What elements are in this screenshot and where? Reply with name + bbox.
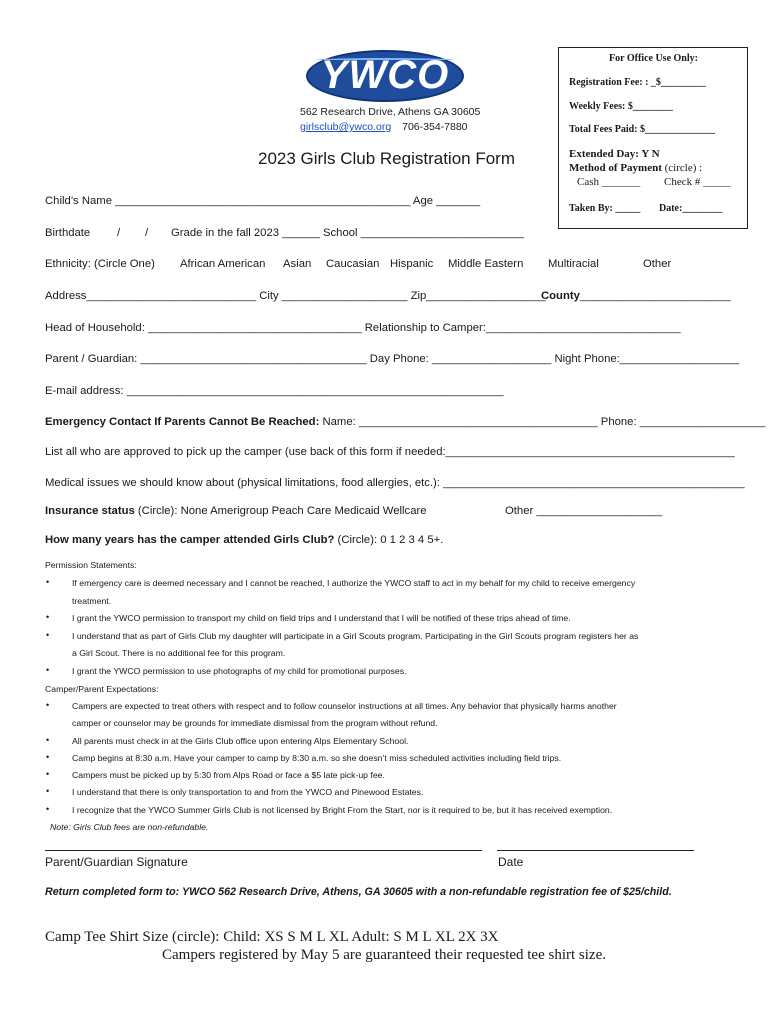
bullet: • — [46, 700, 50, 710]
permission-item-3: I understand that as part of Girls Club my daughter will participate in a Girl Scouts program. Participating in the Girl Scouts program registers her as — [72, 631, 639, 641]
childs-name-row: Child’s Name _______________________________________________ Age _______ — [45, 195, 481, 207]
grade-school-row: Grade in the fall 2023 ______ School __________________________ — [171, 227, 525, 239]
header-address: 562 Research Drive, Athens GA 30605 — [300, 106, 481, 118]
header-phone: 706-354-7880 — [402, 121, 468, 133]
birthdate-slash-1: / — [117, 227, 121, 239]
signature-label: Parent/Guardian Signature — [45, 855, 188, 869]
permission-item-1: If emergency care is deemed necessary and I cannot be reached, I authorize the YWCO staff to act in my behalf for my child to receive emergency — [72, 578, 636, 588]
bullet: • — [46, 769, 50, 779]
ethnicity-hispanic: Hispanic — [390, 258, 434, 270]
office-cash: Cash _______ — [577, 176, 641, 188]
medical-row: Medical issues we should know about (physical limitations, food allergies, etc.): ________________________________________________ — [45, 477, 745, 489]
bullet: • — [46, 665, 50, 675]
tshirt-sizes: Camp Tee Shirt Size (circle): Child: XS S M L XL Adult: S M L XL 2X 3X — [45, 929, 499, 945]
pickup-row: List all who are approved to pick up the camper (use back of this form if needed:______________________________________________ — [45, 446, 735, 458]
birthdate-label: Birthdate — [45, 227, 91, 239]
insurance-other: Other ____________________ — [505, 505, 663, 517]
ethnicity-other: Other — [643, 258, 672, 270]
bullet: • — [46, 786, 50, 796]
expectations-title: Camper/Parent Expectations: — [45, 684, 159, 694]
date-line — [497, 850, 694, 851]
office-title: For Office Use Only: — [609, 53, 698, 64]
office-extended-day: Extended Day: Y N — [569, 148, 660, 160]
ethnicity-middle-eastern: Middle Eastern — [448, 258, 524, 270]
ethnicity-asian: Asian — [283, 258, 312, 270]
header-contact — [300, 121, 468, 133]
office-total-fees: Total Fees Paid: $______________ — [569, 124, 716, 135]
bullet: • — [46, 735, 50, 745]
years-attended-row: How many years has the camper attended Girls Club? (Circle): 0 1 2 3 4 5+. — [45, 534, 444, 546]
fees-note: Note: Girls Club fees are non-refundable. — [50, 822, 209, 832]
tshirt-note: Campers registered by May 5 are guaranteed their requested tee shirt size. — [162, 947, 606, 963]
expectation-item-4: Campers must be picked up by 5:30 from Alps Road or face a $5 late pick-up fee. — [72, 770, 385, 780]
date-label: Date — [498, 855, 524, 869]
insurance-row: Insurance status (Circle): None Amerigroup Peach Care Medicaid Wellcare — [45, 505, 427, 517]
permission-title: Permission Statements: — [45, 560, 137, 570]
county-row: County________________________ — [541, 290, 731, 302]
return-instructions: Return completed form to: YWCO 562 Research Drive, Athens, GA 30605 with a non-refundable registration fee of $25/child. — [45, 886, 672, 898]
bullet: • — [46, 577, 50, 587]
office-method-payment: Method of Payment (circle) : — [569, 162, 703, 174]
email-row: E-mail address: ____________________________________________________________ — [45, 385, 504, 397]
ywco-logo — [306, 50, 464, 102]
office-taken-by: Taken By: _____ — [569, 203, 641, 214]
office-date: Date:________ — [659, 203, 723, 214]
expectation-item-3: Camp begins at 8:30 a.m. Have your camper to camp by 8:30 a.m. so she doesn’t miss scheduled activities including field trips. — [72, 753, 562, 763]
signature-line — [45, 850, 482, 851]
office-check: Check # _____ — [664, 176, 731, 188]
expectation-item-1: Campers are expected to treat others with respect and to follow counselor instructions at all times. Any behavior that physically harms another — [72, 701, 617, 711]
office-registration-fee: Registration Fee: : _$_________ — [569, 77, 706, 88]
birthdate-slash-2: / — [145, 227, 149, 239]
logo-text: YWCO — [320, 53, 450, 97]
permission-item-2: I grant the YWCO permission to transport my child on field trips and I understand that I will be notified of these trips ahead of time. — [72, 613, 571, 623]
bullet: • — [46, 804, 50, 814]
permission-item-4: I grant the YWCO permission to use photographs of my child for promotional purposes. — [72, 666, 407, 676]
bullet: • — [46, 612, 50, 622]
expectation-item-2: All parents must check in at the Girls Club office upon entering Alps Elementary School. — [72, 736, 409, 746]
address-row: Address___________________________ City ____________________ Zip___________________ — [45, 290, 546, 302]
emergency-contact-row: Emergency Contact If Parents Cannot Be Reached: Name: ______________________________________ Phone: ____________________ — [45, 416, 766, 428]
ethnicity-caucasian: Caucasian — [326, 258, 380, 270]
permission-item-1-cont: treatment. — [72, 596, 112, 606]
office-weekly-fees: Weekly Fees: $________ — [569, 101, 673, 112]
parent-guardian-row: Parent / Guardian: ____________________________________ Day Phone: ___________________ Night Phone:___________________ — [45, 353, 740, 365]
bullet: • — [46, 752, 50, 762]
bullet: • — [46, 630, 50, 640]
expectation-item-6: I recognize that the YWCO Summer Girls Club is not licensed by Bright From the Start, nor is it required to be, but it has received exemption. — [72, 805, 613, 815]
permission-item-3-cont: a Girl Scout. There is no additional fee for this program. — [72, 648, 286, 658]
office-use-box — [558, 47, 748, 229]
expectation-item-5: I understand that there is only transportation to and from the YWCO and Pinewood Estates. — [72, 787, 424, 797]
expectation-item-1-cont: camper or counselor may be grounds for immediate dismissal from the program without refund. — [72, 718, 438, 728]
form-title: 2023 Girls Club Registration Form — [258, 149, 515, 168]
ethnicity-multiracial: Multiracial — [548, 258, 599, 270]
ethnicity-label: Ethnicity: (Circle One) — [45, 258, 155, 270]
ethnicity-african-american: African American — [180, 258, 266, 270]
head-household-row: Head of Household: __________________________________ Relationship to Camper:_______________________________ — [45, 322, 681, 334]
email-link[interactable]: girlsclub@ywco.org — [300, 121, 392, 133]
